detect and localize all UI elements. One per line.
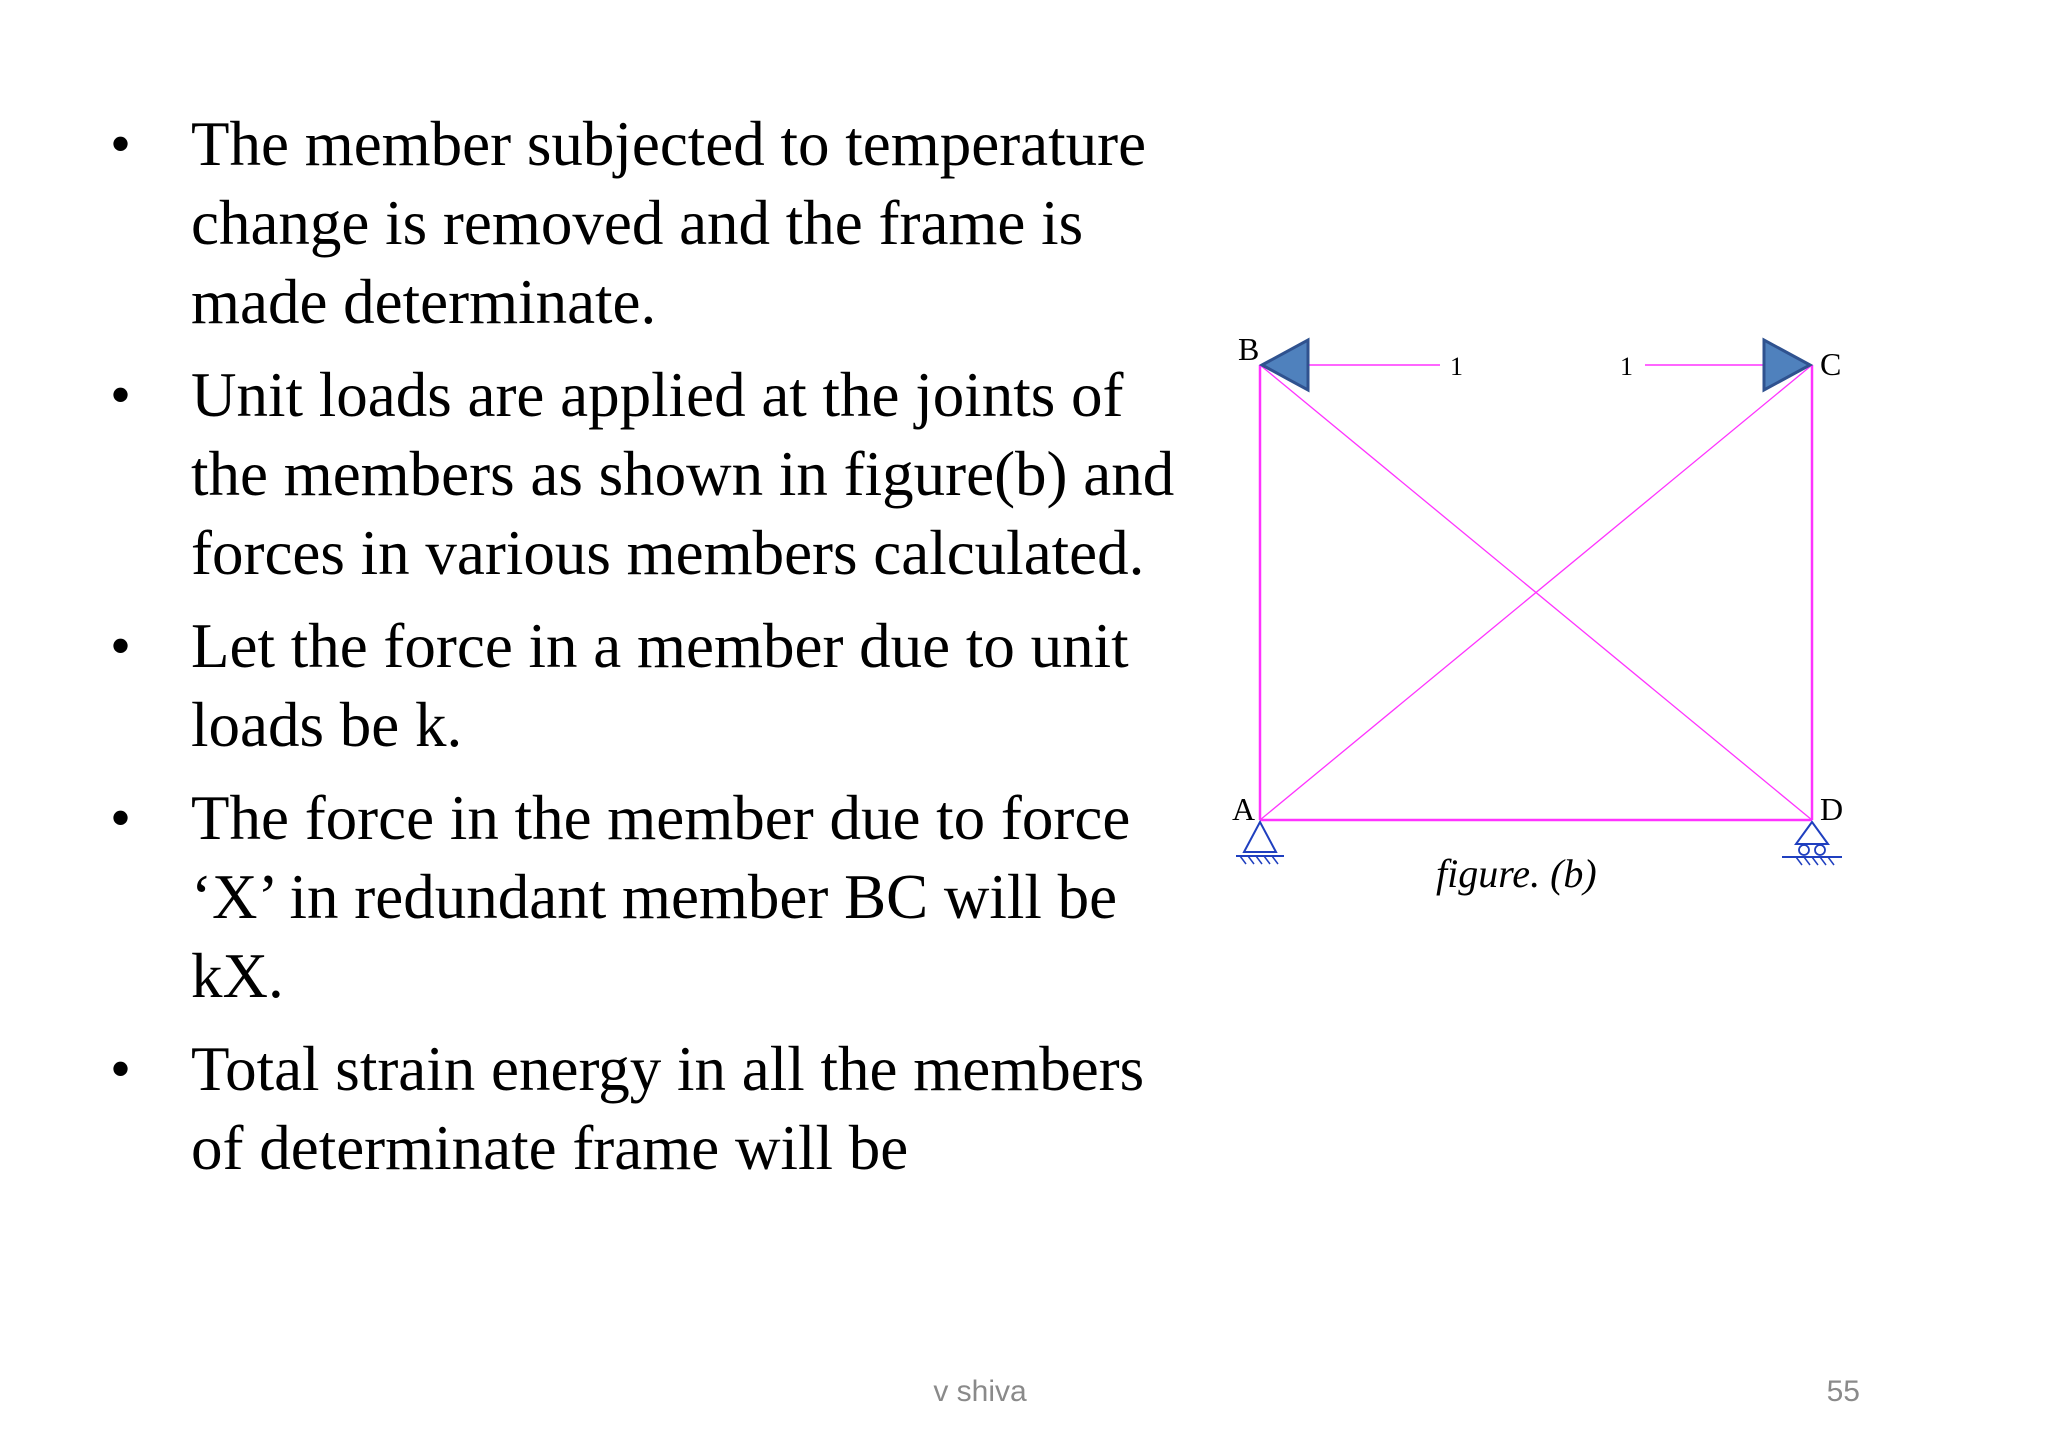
bullet-item [110,1030,1190,1188]
truss-diagram [1200,320,1900,920]
truss-figure [1200,320,1900,920]
load-arrow-left [1262,340,1308,390]
bullet-dot: • [110,613,132,679]
bullet-text: Let the force in a member due to unit loads be k. [191,611,1129,760]
figure-caption: figure. (b) [1436,851,1597,896]
bullet-item [110,356,1190,593]
bullet-dot: • [110,1036,132,1102]
load-arrow-right [1764,340,1810,390]
bullet-item [110,105,1190,342]
joint-label-b: B [1238,331,1260,367]
bullet-item [110,607,1190,765]
bullet-text: The force in the member due to force ‘X’ in redundant member BC will be kX. [191,783,1131,1011]
page-number: 55 [1826,1375,1860,1408]
joint-label-a: A [1232,791,1256,827]
bullet-list [110,105,1190,1202]
bullet-text: The member subjected to temperature change is removed and the frame is made determinate. [191,109,1147,337]
pin-support-a [1236,822,1284,864]
bullet-dot: • [110,362,132,428]
bullet-text: Unit loads are applied at the joints of the members as shown in figure(b) and forces in various members calculated. [191,360,1175,588]
bullet-text: Total strain energy in all the members of determinate frame will be [191,1034,1145,1183]
load-label-right: 1 [1620,352,1633,381]
joint-label-d: D [1820,791,1844,827]
footer-author: v shiva [933,1375,1027,1408]
joint-label-c: C [1820,346,1842,382]
roller-support-d [1782,822,1842,865]
bullet-dot: • [110,111,132,177]
load-label-left: 1 [1450,352,1463,381]
bullet-dot: • [110,785,132,851]
bullet-item [110,779,1190,1016]
